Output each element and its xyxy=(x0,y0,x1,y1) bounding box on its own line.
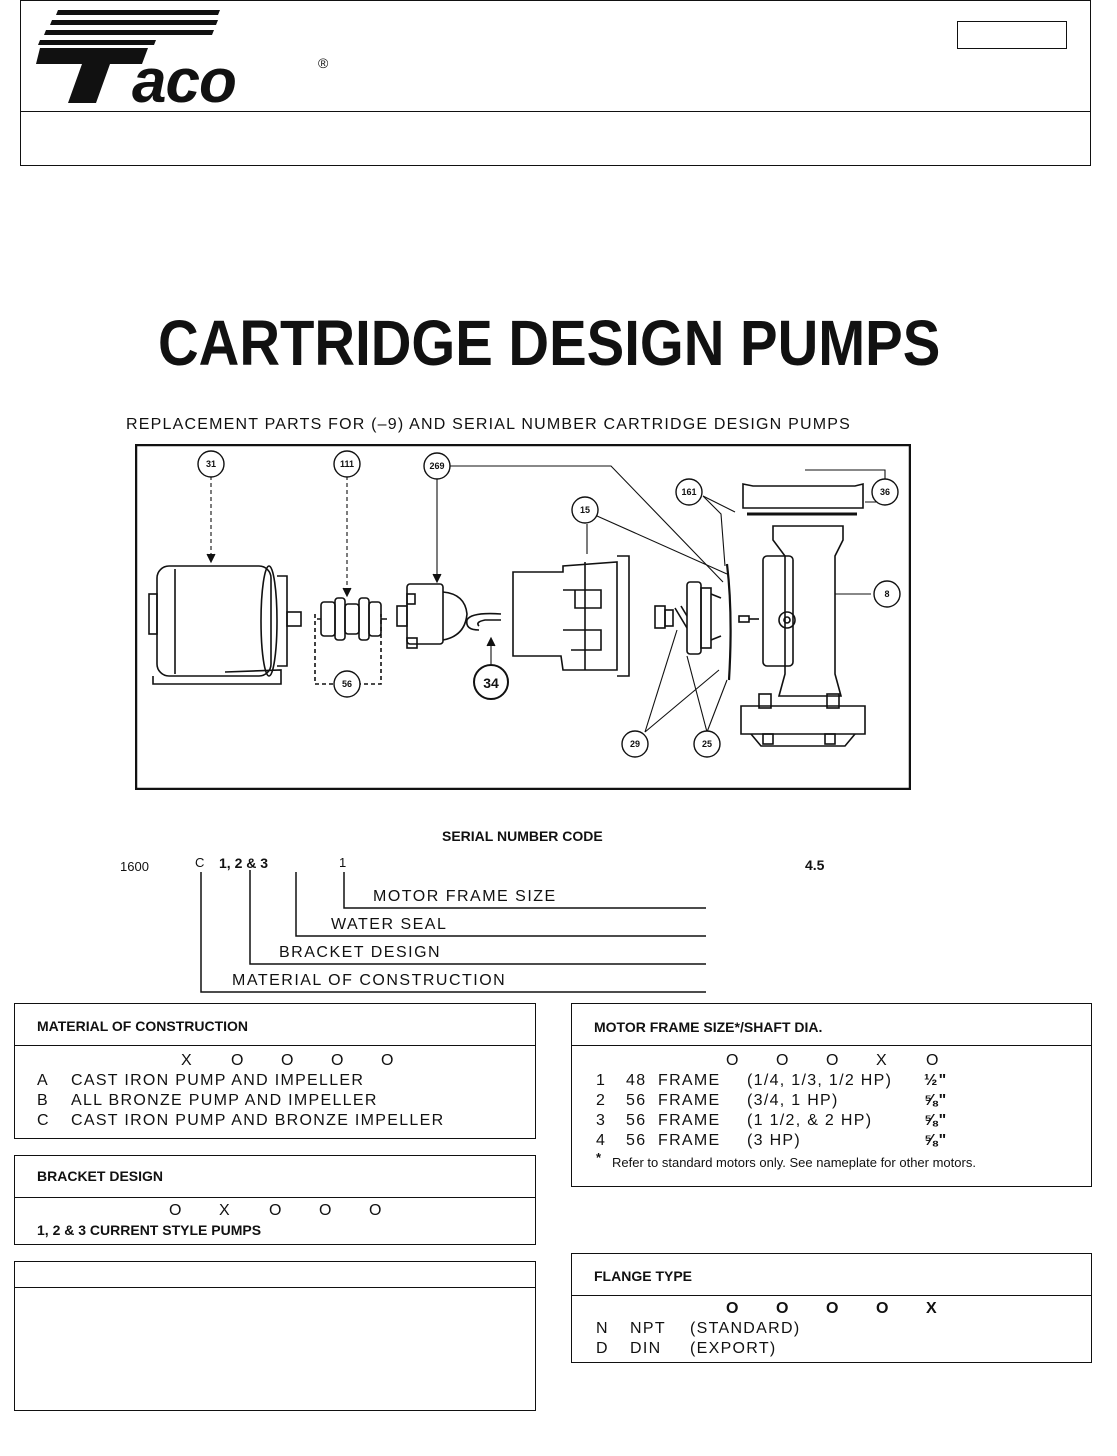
svg-text:34: 34 xyxy=(483,675,499,691)
label-material-of-construction: MATERIAL OF CONSTRUCTION xyxy=(232,972,507,989)
position-marker: X xyxy=(219,1202,230,1219)
motor-frame: 48 xyxy=(626,1072,647,1089)
callout-8 xyxy=(874,581,900,607)
position-marker: O xyxy=(381,1052,394,1069)
material-panel-title: MATERIAL OF CONSTRUCTION xyxy=(37,1018,249,1034)
motor-code: 2 xyxy=(596,1092,607,1109)
serial-code-title: SERIAL NUMBER CODE xyxy=(442,828,603,844)
svg-text:15: 15 xyxy=(579,505,591,515)
motor-shaft: ⅝" xyxy=(924,1112,948,1129)
label-bracket-design: BRACKET DESIGN xyxy=(279,944,442,961)
motor-frame-word: FRAME xyxy=(658,1072,721,1089)
motor-panel-title: MOTOR FRAME SIZE*/SHAFT DIA. xyxy=(594,1019,823,1035)
position-marker: O xyxy=(331,1052,344,1069)
position-marker: O xyxy=(269,1202,282,1219)
position-marker: O xyxy=(369,1202,382,1219)
position-marker: O xyxy=(826,1300,839,1317)
flange-desc: (STANDARD) xyxy=(690,1320,801,1337)
position-marker: O xyxy=(926,1052,939,1069)
exploded-parts-diagram xyxy=(135,444,911,790)
material-desc: CAST IRON PUMP AND IMPELLER xyxy=(71,1072,365,1089)
footnote-mark: * xyxy=(596,1150,602,1165)
bracket-panel-title: BRACKET DESIGN xyxy=(37,1168,164,1184)
position-marker: O xyxy=(281,1052,294,1069)
motor-code: 1 xyxy=(596,1072,607,1089)
header-divider xyxy=(21,111,1090,112)
motor-frame: 56 xyxy=(626,1092,647,1109)
flange-desc: (EXPORT) xyxy=(690,1340,777,1357)
serial-bracket: 1, 2 & 3 xyxy=(219,855,269,871)
position-marker: X xyxy=(876,1052,887,1069)
callout-56 xyxy=(334,671,360,697)
label-motor-frame-size: MOTOR FRAME SIZE xyxy=(373,888,557,905)
svg-text:31: 31 xyxy=(205,459,217,469)
motor-shaft: ⅝" xyxy=(924,1092,948,1109)
position-marker: O xyxy=(726,1052,739,1069)
page-title: CARTRIDGE DESIGN PUMPS xyxy=(158,307,941,379)
position-marker: O xyxy=(776,1052,789,1069)
callout-36 xyxy=(872,479,898,505)
serial-material: C xyxy=(195,855,205,870)
svg-text:161: 161 xyxy=(681,487,697,497)
flange-panel xyxy=(571,1253,1092,1363)
registered-mark: ® xyxy=(318,55,329,71)
callout-31 xyxy=(198,451,224,477)
material-desc: ALL BRONZE PUMP AND IMPELLER xyxy=(71,1092,378,1109)
taco-logo xyxy=(36,8,336,108)
motor-frame-word: FRAME xyxy=(658,1092,721,1109)
position-marker: O xyxy=(776,1300,789,1317)
flange-type: DIN xyxy=(630,1340,662,1357)
bracket-panel xyxy=(14,1155,536,1245)
svg-text:8: 8 xyxy=(884,589,890,599)
motor-hp: (1 1/2, & 2 HP) xyxy=(747,1112,873,1129)
motor-footnote: Refer to standard motors only. See nameplate for other motors. xyxy=(612,1155,976,1170)
document-code-box xyxy=(957,21,1067,49)
motor-hp: (1/4, 1/3, 1/2 HP) xyxy=(747,1072,893,1089)
position-marker: O xyxy=(231,1052,244,1069)
motor-hp: (3 HP) xyxy=(747,1132,802,1149)
motor-hp: (3/4, 1 HP) xyxy=(747,1092,839,1109)
page-subtitle: REPLACEMENT PARTS FOR (–9) AND SERIAL NUMBER CARTRIDGE DESIGN PUMPS xyxy=(126,416,851,433)
position-marker: O xyxy=(826,1052,839,1069)
serial-value: 4.5 xyxy=(805,857,825,873)
svg-text:29: 29 xyxy=(629,739,641,749)
position-marker: X xyxy=(181,1052,192,1069)
material-code: B xyxy=(37,1092,49,1109)
svg-text:269: 269 xyxy=(429,461,445,471)
callout-269 xyxy=(424,453,450,479)
callout-111 xyxy=(334,451,360,477)
material-desc: CAST IRON PUMP AND BRONZE IMPELLER xyxy=(71,1112,445,1129)
motor-frame-word: FRAME xyxy=(658,1132,721,1149)
logo-wordmark: aco xyxy=(132,47,236,108)
flange-code: N xyxy=(596,1320,609,1337)
motor-frame-word: FRAME xyxy=(658,1112,721,1129)
position-marker: O xyxy=(319,1202,332,1219)
serial-model: 1600 xyxy=(120,859,149,874)
position-marker: O xyxy=(169,1202,182,1219)
position-marker: O xyxy=(726,1300,739,1317)
motor-frame: 56 xyxy=(626,1132,647,1149)
svg-text:36: 36 xyxy=(879,487,891,497)
motor-code: 3 xyxy=(596,1112,607,1129)
material-panel xyxy=(14,1003,536,1139)
material-code: A xyxy=(37,1072,49,1089)
svg-text:25: 25 xyxy=(701,739,713,749)
motor-shaft: ½" xyxy=(924,1072,948,1089)
flange-code: D xyxy=(596,1340,609,1357)
position-marker: O xyxy=(876,1300,889,1317)
svg-text:56: 56 xyxy=(341,679,353,689)
svg-text:111: 111 xyxy=(339,459,355,469)
flange-type: NPT xyxy=(630,1320,666,1337)
callout-34 xyxy=(474,665,508,699)
motor-frame: 56 xyxy=(626,1112,647,1129)
callout-25 xyxy=(694,731,720,757)
blank-panel xyxy=(14,1261,536,1411)
motor-code: 4 xyxy=(596,1132,607,1149)
callout-161 xyxy=(676,479,702,505)
serial-motor: 1 xyxy=(339,855,347,870)
position-marker: X xyxy=(926,1300,937,1317)
label-water-seal: WATER SEAL xyxy=(331,916,448,933)
flange-panel-title: FLANGE TYPE xyxy=(594,1268,693,1284)
bracket-row: 1, 2 & 3 CURRENT STYLE PUMPS xyxy=(37,1222,262,1238)
material-code: C xyxy=(37,1112,50,1129)
motor-panel xyxy=(571,1003,1092,1187)
motor-shaft: ⅝" xyxy=(924,1132,948,1149)
callout-15 xyxy=(572,497,598,523)
callout-29 xyxy=(622,731,648,757)
